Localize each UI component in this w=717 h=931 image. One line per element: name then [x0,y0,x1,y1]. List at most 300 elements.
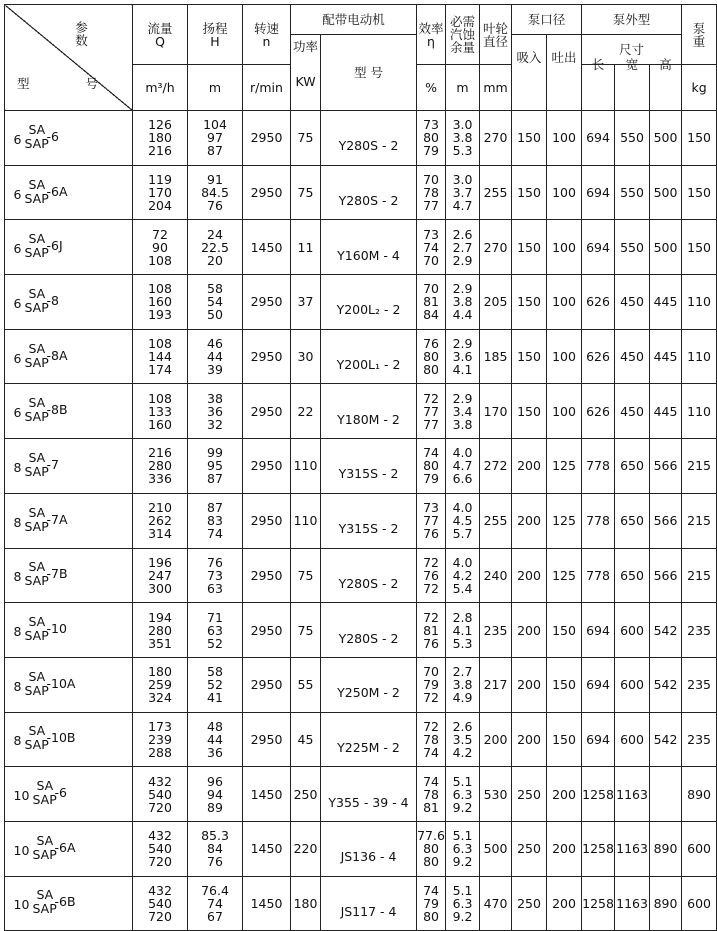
npsh-value: 2.8 [452,609,473,625]
inlet-cell: 200 [512,548,547,603]
pump-model-cell [5,275,133,330]
flow-value: 288 [148,744,172,760]
flow-value: 174 [148,362,172,378]
model-prefix: 6 [13,295,22,311]
outlet-cell: 100 [547,165,582,220]
eff-value: 72 [423,690,439,706]
weight-cell: 600 [682,876,717,931]
pump-model-cell [5,329,133,384]
model-label: 型 号 [17,76,124,91]
eff-value: 81 [423,799,439,815]
eff-value: 79 [423,471,439,487]
flow-cell [133,275,188,330]
npsh-value: 3.8 [452,416,473,432]
model-suffix: -6A [46,183,68,199]
flow-value: 133 [148,403,172,419]
model-sa: SA [28,668,46,684]
power-cell: 75 [291,165,321,220]
outlet-cell: 125 [547,493,582,548]
npsh-cell [446,493,480,548]
weight-unit: kg [682,65,717,111]
npsh-value: 4.5 [452,513,473,529]
outlet-cell: 125 [547,439,582,494]
inlet-cell: 150 [512,329,547,384]
table-row [5,275,717,330]
model-prefix: 8 [13,569,22,585]
pump-model-cell [5,603,133,658]
head-cell [188,548,243,603]
model-suffix: -10A [46,675,76,691]
impeller-cell: 270 [480,220,512,275]
pump-model-cell [5,384,133,439]
eff-value: 72 [423,580,439,596]
head-cell [188,165,243,220]
power-cell: 11 [291,220,321,275]
table-row [5,767,717,822]
pump-model-cell [5,821,133,876]
head-value: 36 [207,744,223,760]
head-value: 44 [207,349,223,365]
width-cell: 1163 [615,876,650,931]
flow-value: 119 [148,172,172,188]
npsh-header: 必需 汽蚀 余量 [446,5,480,65]
efficiency-cell [417,657,446,712]
table-row [5,821,717,876]
efficiency-unit: % [417,65,446,111]
flow-value: 324 [148,690,172,706]
eff-value: 79 [423,677,439,693]
flow-value: 239 [148,731,172,747]
width-cell: 1163 [615,821,650,876]
inlet-cell: 250 [512,767,547,822]
impeller-cell: 270 [480,111,512,166]
pump-model-cell [5,439,133,494]
efficiency-cell [417,220,446,275]
eff-value: 80 [423,841,439,857]
impeller-cell: 185 [480,329,512,384]
model-sa: SA [28,614,46,630]
flow-cell [133,876,188,931]
npsh-value: 2.9 [452,252,473,268]
motor-model-cell: Y355 - 39 - 4 [321,767,417,822]
length-cell: 694 [582,712,615,767]
npsh-value: 9.2 [452,799,473,815]
flow-value: 160 [148,294,172,310]
eff-value: 72 [423,390,439,406]
model-prefix: 8 [13,514,22,530]
model-sa: SA [36,887,54,903]
flow-value: 170 [148,185,172,201]
npsh-value: 5.7 [452,526,473,542]
speed-cell: 2950 [243,384,291,439]
eff-value: 80 [423,854,439,870]
motor-model-cell: JS136 - 4 [321,821,417,876]
inlet-cell: 150 [512,275,547,330]
npsh-value: 2.6 [452,718,473,734]
eff-value: 74 [423,445,439,461]
impeller-cell: 235 [480,603,512,658]
speed-cell: 2950 [243,493,291,548]
width-cell: 650 [615,493,650,548]
head-value: 52 [207,677,223,693]
model-prefix: 8 [13,733,22,749]
model-prefix: 6 [13,350,22,366]
npsh-value: 3.8 [452,294,473,310]
head-value: 104 [203,117,227,133]
width-cell: 650 [615,548,650,603]
model-suffix: -8B [46,402,68,418]
npsh-value: 3.8 [452,677,473,693]
npsh-cell [446,548,480,603]
head-value: 67 [207,908,223,924]
head-value: 58 [207,664,223,680]
npsh-value: 4.0 [452,500,473,516]
table-row [5,439,717,494]
outlet-cell: 200 [547,767,582,822]
efficiency-cell [417,111,446,166]
flow-value: 193 [148,307,172,323]
model-sa: SA [28,285,46,301]
head-value: 74 [207,526,223,542]
head-value: 63 [207,580,223,596]
model-prefix: 8 [13,678,22,694]
model-suffix: -6J [46,238,63,254]
power-cell: 75 [291,548,321,603]
height-cell: 566 [650,439,682,494]
length-cell: 694 [582,603,615,658]
width-cell: 550 [615,165,650,220]
outline-height-header: 高 [650,65,682,111]
npsh-value: 5.3 [452,143,473,159]
pump-model-cell [5,548,133,603]
efficiency-cell [417,767,446,822]
length-cell: 626 [582,275,615,330]
eff-value: 79 [423,895,439,911]
head-value: 91 [207,172,223,188]
head-value: 84.5 [201,185,229,201]
npsh-cell [446,712,480,767]
table-row [5,657,717,712]
model-sa: SA [28,121,46,137]
pump-model-cell [5,712,133,767]
head-value: 50 [207,307,223,323]
head-value: 76.4 [201,882,229,898]
weight-cell: 235 [682,603,717,658]
weight-cell: 110 [682,275,717,330]
head-cell [188,439,243,494]
model-sa: SA [28,340,46,356]
weight-cell: 150 [682,165,717,220]
npsh-value: 5.4 [452,580,473,596]
weight-cell: 215 [682,439,717,494]
flow-value: 720 [148,799,172,815]
npsh-value: 2.9 [452,281,473,297]
npsh-value: 2.7 [452,239,473,255]
model-suffix: -7 [46,456,59,472]
model-sa: SA [28,449,46,465]
eff-value: 77 [423,416,439,432]
head-value: 39 [207,362,223,378]
table-row [5,165,717,220]
npsh-value: 5.3 [452,635,473,651]
weight-cell: 215 [682,493,717,548]
width-cell: 550 [615,220,650,275]
model-sap: SAP [24,245,49,261]
npsh-value: 4.0 [452,445,473,461]
efficiency-cell [417,603,446,658]
speed-cell: 1450 [243,821,291,876]
length-cell: 626 [582,329,615,384]
model-sa: SA [28,504,46,520]
model-prefix: 6 [13,405,22,421]
eff-value: 76 [423,336,439,352]
flow-value: 72 [152,226,168,242]
eff-value: 74 [423,239,439,255]
npsh-cell [446,876,480,931]
impeller-cell: 217 [480,657,512,712]
width-cell: 600 [615,657,650,712]
width-cell: 550 [615,111,650,166]
flow-cell [133,439,188,494]
eff-value: 74 [423,744,439,760]
eff-value: 72 [423,609,439,625]
outline-length-header: 长 [582,65,615,111]
head-value: 96 [207,773,223,789]
speed-cell: 2950 [243,603,291,658]
eff-value: 70 [423,172,439,188]
head-value: 87 [207,471,223,487]
npsh-value: 4.9 [452,690,473,706]
weight-cell: 150 [682,220,717,275]
flow-value: 280 [148,458,172,474]
model-suffix: -8A [46,347,68,363]
eff-value: 81 [423,622,439,638]
model-prefix: 8 [13,624,22,640]
npsh-value: 3.7 [452,185,473,201]
speed-header: 转速 n [243,5,291,65]
eff-value: 70 [423,281,439,297]
model-sap: SAP [32,792,57,808]
head-value: 44 [207,731,223,747]
speed-unit: r/min [243,65,291,111]
model-sap: SAP [24,573,49,589]
head-value: 73 [207,567,223,583]
outlet-cell: 200 [547,821,582,876]
model-sap: SAP [24,409,49,425]
inlet-cell: 250 [512,821,547,876]
npsh-value: 2.9 [452,390,473,406]
motor-model-cell: Y180M - 2 [321,384,417,439]
model-sap: SAP [24,628,49,644]
height-cell: 500 [650,111,682,166]
flow-value: 432 [148,828,172,844]
flow-value: 336 [148,471,172,487]
width-cell: 450 [615,384,650,439]
model-sa: SA [28,723,46,739]
flow-value: 90 [152,239,168,255]
pump-model-cell [5,165,133,220]
weight-cell: 235 [682,657,717,712]
length-cell: 778 [582,439,615,494]
model-prefix: 8 [13,459,22,475]
impeller-cell: 255 [480,165,512,220]
eff-value: 74 [423,882,439,898]
pump-model-cell [5,657,133,712]
npsh-value: 4.2 [452,744,473,760]
head-value: 46 [207,336,223,352]
table-row [5,329,717,384]
length-cell: 778 [582,548,615,603]
motor-model-cell: Y280S - 2 [321,165,417,220]
outlet-cell: 100 [547,220,582,275]
npsh-value: 2.7 [452,664,473,680]
power-cell: 75 [291,111,321,166]
eff-value: 80 [423,130,439,146]
npsh-value: 3.8 [452,130,473,146]
flow-value: 196 [148,554,172,570]
flow-cell [133,603,188,658]
height-cell: 542 [650,657,682,712]
length-cell: 694 [582,165,615,220]
eff-value: 70 [423,664,439,680]
outlet-cell: 125 [547,548,582,603]
outline-size-header: 尺寸 [582,35,682,65]
head-cell [188,220,243,275]
pump-model-cell [5,767,133,822]
model-sap: SAP [24,463,49,479]
model-sap: SAP [24,190,49,206]
inlet-cell: 150 [512,165,547,220]
npsh-value: 6.3 [452,841,473,857]
npsh-value: 5.1 [452,882,473,898]
param-label: 参 数 [75,20,110,48]
model-sa: SA [36,778,54,794]
eff-value: 73 [423,500,439,516]
power-cell: 250 [291,767,321,822]
npsh-cell [446,384,480,439]
head-value: 20 [207,252,223,268]
flow-cell [133,493,188,548]
table-row [5,548,717,603]
model-prefix: 10 [13,897,30,913]
npsh-value: 3.4 [452,403,473,419]
power-cell: 30 [291,329,321,384]
head-value: 52 [207,635,223,651]
eff-value: 77 [423,198,439,214]
model-sap: SAP [32,901,57,917]
head-value: 85.3 [201,828,229,844]
npsh-value: 3.0 [452,172,473,188]
efficiency-cell [417,876,446,931]
height-cell [650,767,682,822]
model-sa: SA [28,559,46,575]
npsh-value: 4.0 [452,554,473,570]
eff-value: 77 [423,513,439,529]
outlet-cell: 100 [547,275,582,330]
inlet-cell: 250 [512,876,547,931]
speed-cell: 1450 [243,220,291,275]
head-value: 87 [207,500,223,516]
eff-value: 78 [423,786,439,802]
speed-cell: 2950 [243,712,291,767]
model-suffix: -10 [46,621,67,637]
speed-cell: 2950 [243,657,291,712]
model-suffix: -7A [46,511,68,527]
model-sap: SAP [24,354,49,370]
flow-value: 314 [148,526,172,542]
efficiency-cell [417,165,446,220]
head-value: 38 [207,390,223,406]
width-cell: 450 [615,275,650,330]
flow-value: 108 [148,281,172,297]
pump-model-cell [5,493,133,548]
flow-cell [133,384,188,439]
inlet-cell: 150 [512,220,547,275]
npsh-value: 2.6 [452,226,473,242]
head-value: 32 [207,416,223,432]
flow-value: 720 [148,854,172,870]
head-value: 22.5 [201,239,229,255]
npsh-value: 4.7 [452,458,473,474]
model-suffix: -7B [46,566,68,582]
power-cell: 180 [291,876,321,931]
model-sap: SAP [32,846,57,862]
flow-value: 108 [148,252,172,268]
param-model-corner-cell [5,5,133,111]
npsh-cell [446,111,480,166]
power-cell: 55 [291,657,321,712]
speed-cell: 2950 [243,439,291,494]
table-row [5,493,717,548]
flow-value: 108 [148,390,172,406]
impeller-cell: 205 [480,275,512,330]
efficiency-cell [417,821,446,876]
npsh-value: 3.6 [452,349,473,365]
model-sap: SAP [24,299,49,315]
motor-model-cell: JS117 - 4 [321,876,417,931]
length-cell: 1258 [582,821,615,876]
head-value: 87 [207,143,223,159]
flow-value: 180 [148,130,172,146]
flow-cell [133,821,188,876]
table-header [5,5,717,111]
head-value: 97 [207,130,223,146]
length-cell: 778 [582,493,615,548]
outlet-cell: 150 [547,657,582,712]
npsh-cell [446,165,480,220]
head-value: 76 [207,854,223,870]
flow-cell [133,111,188,166]
head-cell [188,876,243,931]
flow-cell [133,712,188,767]
speed-cell: 2950 [243,165,291,220]
flow-cell [133,657,188,712]
impeller-cell: 530 [480,767,512,822]
table-row [5,712,717,767]
head-cell [188,603,243,658]
npsh-cell [446,603,480,658]
flow-value: 247 [148,567,172,583]
eff-value: 80 [423,349,439,365]
npsh-value: 3.5 [452,731,473,747]
flow-value: 204 [148,198,172,214]
table-row [5,111,717,166]
head-cell [188,712,243,767]
head-value: 24 [207,226,223,242]
efficiency-header: 效率 η [417,5,446,65]
port-header: 泵口径 [512,5,582,35]
power-cell: 220 [291,821,321,876]
